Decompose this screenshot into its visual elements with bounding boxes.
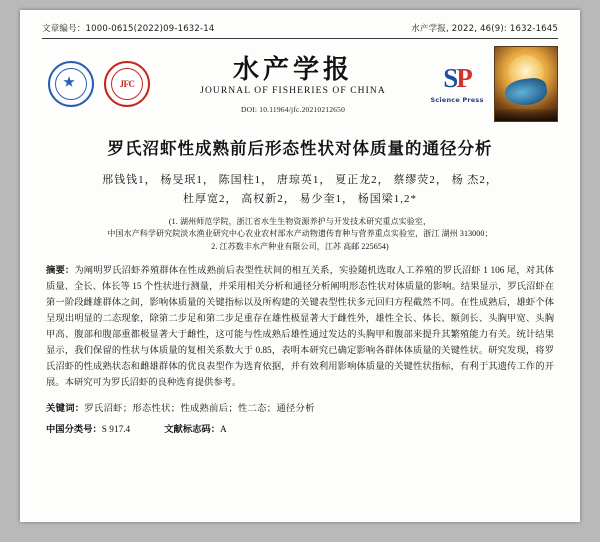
clc-label: 中国分类号： (46, 424, 102, 435)
affiliations (42, 216, 558, 254)
institution-seal-icon (48, 61, 94, 107)
journal-title-block (188, 54, 398, 114)
classification-section (42, 421, 558, 435)
science-press-label: Science Press (430, 95, 484, 104)
author-list (42, 171, 558, 210)
journal-reference: 水产学报, 2022, 46(9): 1632-1645 (411, 24, 558, 34)
author-line-2: 杜厚宽2， 高权新2， 易少奎1， 杨国梁1,2* (183, 193, 417, 206)
keywords-text: 罗氏沼虾；形态性状；性成熟前后；性二态；通径分析 (84, 403, 315, 414)
keywords-section (42, 400, 558, 414)
clc-value: S 917.4 (101, 424, 131, 435)
affiliation-line-1: (1. 湖州师范学院，浙江省水生生物资源养护与开发技术研究重点实验室， (168, 216, 432, 226)
journal-title-en: JOURNAL OF FISHERIES OF CHINA (200, 86, 386, 97)
sp-letter-s: S (443, 62, 457, 93)
affiliation-line-3: 2. 江苏数丰水产种业有限公司，江苏 高邮 225654) (211, 242, 389, 252)
keywords-label: 关键词： (46, 403, 85, 414)
clc-number (46, 421, 130, 435)
page-header (42, 22, 558, 34)
abstract-text: 为阐明罗氏沼虾养殖群体在性成熟前后表型性状间的相互关系，实验随机选取人工养殖的罗氏沼虾 1 106 尾，对其体质量、全长、体长等 15 个性状进行测量，并采用相关分析和通径分析阐明形态性状对体质量的影响。结果显示，罗氏沼虾在第一阶段雌雄群体之间，影响体质量的关键指标以及所构建的关键表型性状多元回归方程截然不同。在性成熟后，雄虾个体呈现出明显的二态现象，除第二步足和第二步足重存在雄性极显著大于雌性外，雄性全长、体长、额剑长、头胸甲宽、头胸甲高、腹部和腹部重都极显著大于雌性，这可能与性成熟后雄性通过发达的头胸甲和腹部来提升其繁殖能力有关。统计结果显示，我们保留的性状与体质量的复相关系数大于 0.85，表明本研究已确定影响各群体体质量的关键性状。研究发现，将罗氏沼虾的性成熟状态和雌雄群体的优良表型作为选育依据，并有效利用影响体质量的关键性状指标，有利于其遗传工作的开展。本研究可为罗氏沼虾的良种选育提供参考。 (46, 265, 554, 388)
doi-text[interactable]: DOI: 10.11964/jfc.20210212650 (240, 105, 346, 115)
abstract-label: 摘要： (46, 265, 75, 276)
journal-seal-text: JFC (119, 79, 135, 89)
document-code-label: 文献标志码： (164, 424, 221, 435)
journal-seal-icon (104, 61, 150, 107)
article-number (42, 22, 215, 34)
science-press-glyph-icon (426, 62, 488, 93)
journal-page (20, 10, 580, 522)
abstract-section (42, 264, 558, 392)
article-number-label: 文章编号： (42, 24, 86, 34)
masthead (42, 47, 558, 121)
page-title: 罗氏沼虾性成熟前后形态性状对体质量的通径分析 (107, 139, 493, 158)
cover-bottom-band (495, 109, 557, 121)
affiliation-line-2: 中国水产科学研究院淡水渔业研究中心农业农村部水产动物遗传育种与营养重点实验室，浙江 湖州 313000； (107, 229, 493, 239)
issue-cover-thumbnail (494, 46, 558, 122)
sp-letter-p: P (456, 62, 471, 93)
document-code-value: A (220, 424, 227, 435)
author-line-1: 邢钱钱1， 杨旻珉1， 陈国柱1， 唐琼英1， 夏正龙2， 蔡缪荧2， 杨 杰2， (102, 174, 498, 186)
document-code (164, 421, 227, 435)
header-divider (42, 38, 558, 39)
masthead-logos (42, 61, 188, 107)
article-number-value: 1000-0615(2022)09-1632-14 (85, 24, 215, 34)
science-press-logo (426, 62, 488, 104)
journal-title-cn: 水产学报 (232, 54, 353, 84)
publisher-block (398, 46, 558, 122)
